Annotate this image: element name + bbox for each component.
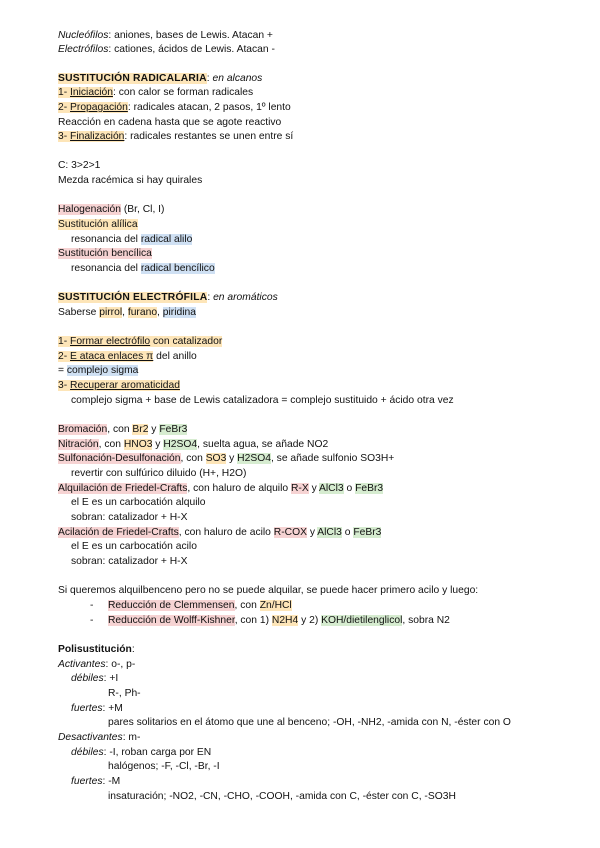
piridina: piridina xyxy=(162,307,196,318)
text: resonancia del xyxy=(71,234,141,245)
eq: = xyxy=(58,365,67,376)
text: , con 1) xyxy=(234,615,272,626)
num: 1- xyxy=(58,336,71,347)
text: del anillo xyxy=(153,351,197,362)
term: Bromación xyxy=(58,424,108,435)
term: Acilación de Friedel-Crafts xyxy=(58,527,179,538)
term: complejo sigma xyxy=(66,365,139,376)
step-3-detail: complejo sigma + base de Lewis catalizadora = complejo sustituido + ácido otra vez xyxy=(71,395,454,406)
term: Halogenación xyxy=(58,204,121,215)
text: : -M xyxy=(102,776,121,787)
colon: : xyxy=(131,644,135,655)
text: : con calor se forman radicales xyxy=(112,87,254,98)
text: , se añade sulfonio SO3H+ xyxy=(270,453,395,464)
term: fuertes xyxy=(71,703,103,714)
electro-heading xyxy=(58,291,278,305)
radical-step-1 xyxy=(58,86,253,100)
reagent: Br2 xyxy=(132,424,149,435)
section-title: SUSTITUCIÓN RADICALARIA xyxy=(58,73,207,84)
term: débiles xyxy=(71,673,104,684)
radical: radical alilo xyxy=(140,234,193,245)
num: 1- xyxy=(58,87,71,98)
benzylic-line xyxy=(58,247,152,261)
deactivants-line xyxy=(58,731,140,745)
section-title: Polisustitución xyxy=(58,644,132,655)
text: : o-, p- xyxy=(105,659,136,670)
term: E ataca enlaces π xyxy=(70,351,154,362)
term: Formar electrófilo xyxy=(70,336,151,347)
term: Sulfonación-Desulfonación xyxy=(58,453,181,464)
alkylation-line xyxy=(58,482,383,496)
text: , con xyxy=(180,453,206,464)
bromination-line xyxy=(58,423,187,437)
text: y xyxy=(308,483,320,494)
text: , con xyxy=(98,439,124,450)
reagent: N2H4 xyxy=(271,615,299,626)
reagent: SO3 xyxy=(205,453,227,464)
activants-line xyxy=(58,658,135,672)
term: Propagación xyxy=(70,102,128,113)
term: Iniciación xyxy=(70,87,113,98)
alkylbenzene-line: Si queremos alquilbenceno pero no se puede alquilar, se puede hacer primero acilo y luego: xyxy=(58,585,479,596)
furano: furano xyxy=(127,307,158,318)
dash: - xyxy=(90,615,94,626)
electrophiles-line xyxy=(58,43,275,57)
text: y xyxy=(152,439,164,450)
sep: , xyxy=(157,307,163,318)
electro-step-3 xyxy=(58,379,180,393)
term: Nitración xyxy=(58,439,99,450)
reagent: AlCl3 xyxy=(319,483,344,494)
radical-step-3 xyxy=(58,130,293,144)
text: , suelta agua, se añade NO2 xyxy=(197,439,329,450)
radical: radical bencílico xyxy=(140,263,215,274)
deactivants-weak-examples: halógenos; -F, -Cl, -Br, -I xyxy=(108,761,220,772)
colon: : xyxy=(207,292,214,303)
activants-strong xyxy=(71,702,123,716)
electro-step-2 xyxy=(58,350,197,364)
text: , con xyxy=(107,424,133,435)
reagent: FeBr3 xyxy=(159,424,188,435)
nucleophiles-line xyxy=(58,29,273,43)
reagent: R-COX xyxy=(273,527,307,538)
reagent: H2SO4 xyxy=(237,453,271,464)
activants-strong-examples: pares solitarios en el átomo que une al benceno; -OH, -NH2, -amida con N, -éster con O xyxy=(108,717,511,728)
deactivants-weak xyxy=(71,746,211,760)
text: y xyxy=(306,527,318,538)
num: 2- xyxy=(58,351,71,362)
text: con catalizador xyxy=(150,336,223,347)
text: , sobra N2 xyxy=(402,615,450,626)
text: o xyxy=(343,483,356,494)
reagent: FeBr3 xyxy=(355,483,384,494)
scope: en aromáticos xyxy=(213,292,278,303)
term: Activantes xyxy=(58,659,106,670)
term: fuertes xyxy=(71,776,103,787)
text: (Br, Cl, I) xyxy=(120,204,165,215)
term: Sustitución alílica xyxy=(58,219,138,230)
sulfonation-line xyxy=(58,452,394,466)
acylation-line xyxy=(58,526,381,540)
benzylic-resonance xyxy=(71,262,215,276)
know-line xyxy=(58,306,196,320)
acylation-electrophile: el E es un carbocatión acilo xyxy=(71,541,197,552)
reagent: KOH/dietilenglicol xyxy=(321,615,403,626)
dash: - xyxy=(90,600,94,611)
colon: : xyxy=(206,73,213,84)
deactivants-strong xyxy=(71,775,120,789)
term: Desactivantes xyxy=(58,732,123,743)
text: : radicales atacan, 2 pasos, 1º lento xyxy=(127,102,291,113)
term: Sustitución bencílica xyxy=(58,248,152,259)
reagent: AlCl3 xyxy=(317,527,342,538)
term: Nucleófilos xyxy=(58,30,109,41)
radical-chain: Reacción en cadena hasta que se agote reactivo xyxy=(58,117,282,128)
pirrol: pirrol xyxy=(99,307,123,318)
halogenation-line xyxy=(58,203,164,217)
num: 3- xyxy=(58,131,71,142)
reagent: Zn/HCl xyxy=(259,600,292,611)
term: débiles xyxy=(71,747,104,758)
scope: en alcanos xyxy=(212,73,263,84)
text: : -I, roban carga por EN xyxy=(103,747,212,758)
reagent: HNO3 xyxy=(123,439,153,450)
text: : aniones, bases de Lewis. Atacan + xyxy=(108,30,273,41)
radical-step-2 xyxy=(58,101,291,115)
reagent: R-X xyxy=(290,483,309,494)
sulfonation-revert: revertir con sulfúrico diluido (H+, H2O) xyxy=(71,468,247,479)
text: : cationes, ácidos de Lewis. Atacan - xyxy=(108,44,275,55)
deactivants-strong-examples: insaturación; -NO2, -CN, -CHO, -COOH, -amida con C, -éster con C, -SO3H xyxy=(108,791,456,802)
text: resonancia del xyxy=(71,263,141,274)
text: : +I xyxy=(103,673,119,684)
term: Alquilación de Friedel-Crafts xyxy=(58,483,188,494)
allylic-resonance xyxy=(71,233,192,247)
text: : +M xyxy=(102,703,123,714)
text: y 2) xyxy=(298,615,322,626)
term: Reducción de Wolff-Kishner xyxy=(108,615,235,626)
term: Finalización xyxy=(70,131,125,142)
text: , con haluro de alquilo xyxy=(187,483,291,494)
section-title: SUSTITUCIÓN ELECTRÓFILA xyxy=(58,292,208,303)
electro-step-1 xyxy=(58,335,222,349)
text: y xyxy=(148,424,160,435)
poly-heading xyxy=(58,643,135,657)
text: y xyxy=(226,453,238,464)
text: , con xyxy=(234,600,260,611)
alkylation-byproducts: sobran: catalizador + H-X xyxy=(71,512,188,523)
term: Recuperar aromaticidad xyxy=(70,380,180,391)
reagent: H2SO4 xyxy=(163,439,198,450)
alkylation-electrophile: el E es un carbocatión alquilo xyxy=(71,497,206,508)
num: 2- xyxy=(58,102,71,113)
sep: , xyxy=(122,307,128,318)
text: : radicales restantes se unen entre sí xyxy=(124,131,294,142)
clemmensen-item xyxy=(90,599,292,613)
sigma-complex-line xyxy=(58,364,138,378)
text: o xyxy=(341,527,354,538)
radical-heading xyxy=(58,72,262,86)
text: Saberse xyxy=(58,307,100,318)
acylation-byproducts: sobran: catalizador + H-X xyxy=(71,556,188,567)
term: Electrófilos xyxy=(58,44,109,55)
radical-order: C: 3>2>1 xyxy=(58,160,101,171)
racemic-line: Mezda racémica si hay quirales xyxy=(58,175,203,186)
term: Reducción de Clemmensen xyxy=(108,600,235,611)
text: : m- xyxy=(122,732,141,743)
allylic-line xyxy=(58,218,138,232)
wolff-kishner-item xyxy=(90,614,450,628)
reagent: FeBr3 xyxy=(353,527,382,538)
nitration-line xyxy=(58,438,328,452)
activants-weak-examples: R-, Ph- xyxy=(108,688,141,699)
num: 3- xyxy=(58,380,71,391)
activants-weak xyxy=(71,672,118,686)
text: , con haluro de acilo xyxy=(178,527,274,538)
